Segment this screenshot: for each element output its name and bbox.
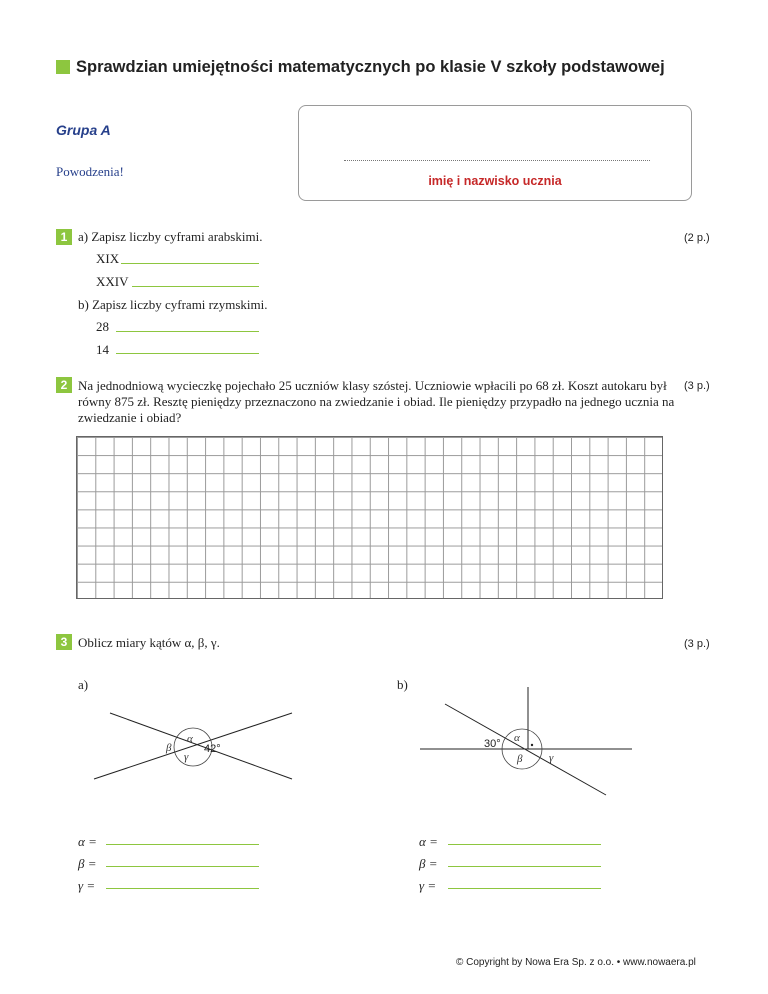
- figure-a-angle-value: 42°: [204, 743, 221, 755]
- answer-b-beta-line[interactable]: [448, 866, 601, 867]
- task-3-points: (3 p.): [684, 638, 710, 650]
- figure-b-gamma: γ: [549, 752, 554, 764]
- copyright: © Copyright by Nowa Era Sp. z o.o. • www.nowaera.pl: [456, 957, 696, 968]
- answer-b-beta-label: β =: [419, 856, 438, 871]
- answer-a-gamma-label: γ =: [78, 878, 96, 893]
- task-1-number: 1: [56, 229, 72, 245]
- answer-b-alpha-line[interactable]: [448, 844, 601, 845]
- figure-a-label: a): [78, 677, 89, 692]
- name-label: imię i nazwisko ucznia: [428, 174, 562, 188]
- task-1-item-xix: XIX: [96, 251, 120, 266]
- answer-a-beta-label: β =: [78, 856, 97, 871]
- task-1-points: (2 p.): [684, 232, 710, 244]
- figure-b-alpha: α: [514, 732, 520, 744]
- figure-b-beta: β: [517, 753, 523, 765]
- task-2-text: Na jednodniową wycieczkę pojechało 25 uczniów klasy szóstej. Uczniowie wpłacili po 68 zł. Koszt autokaru był równy 875 zł. Resztę pieniędzy przeznaczono na zwiedzanie i obiad. Ile pieniędzy przypadło na jednego ucznia na zwiedzanie i obiad?: [78, 378, 675, 425]
- task-1-part-a: a) Zapisz liczby cyframi arabskimi.: [78, 229, 263, 244]
- task-1-part-b: b) Zapisz liczby cyframi rzymskimi.: [78, 297, 268, 312]
- answer-a-beta-line[interactable]: [106, 866, 259, 867]
- answer-b-gamma-line[interactable]: [448, 888, 601, 889]
- answer-a-alpha-line[interactable]: [106, 844, 259, 845]
- greeting: Powodzenia!: [56, 164, 124, 179]
- answer-a-alpha-label: α =: [78, 834, 97, 849]
- task-1-item-28: 28: [96, 319, 109, 334]
- task-1-item-14: 14: [96, 342, 109, 357]
- page-title: Sprawdzian umiejętności matematycznych po klasie V szkoły podstawowej: [76, 58, 665, 76]
- figure-b-angle-value: 30°: [484, 738, 501, 750]
- task-2-number: 2: [56, 377, 72, 393]
- figure-b-label: b): [397, 677, 408, 692]
- figure-a-alpha: α: [187, 733, 193, 745]
- figure-a-gamma: γ: [184, 751, 189, 763]
- figure-a-beta: β: [166, 742, 172, 754]
- group-label: Grupa A: [56, 122, 111, 138]
- task-2-points: (3 p.): [684, 380, 710, 392]
- figure-b-right-angle-dot: [531, 744, 533, 746]
- task-3-text: Oblicz miary kątów α, β, γ.: [78, 635, 220, 650]
- answer-b-alpha-label: α =: [419, 834, 438, 849]
- answer-b-gamma-label: γ =: [419, 878, 437, 893]
- task-3-number: 3: [56, 634, 72, 650]
- task-1-item-xxiv: XXIV: [96, 274, 129, 289]
- answer-a-gamma-line[interactable]: [106, 888, 259, 889]
